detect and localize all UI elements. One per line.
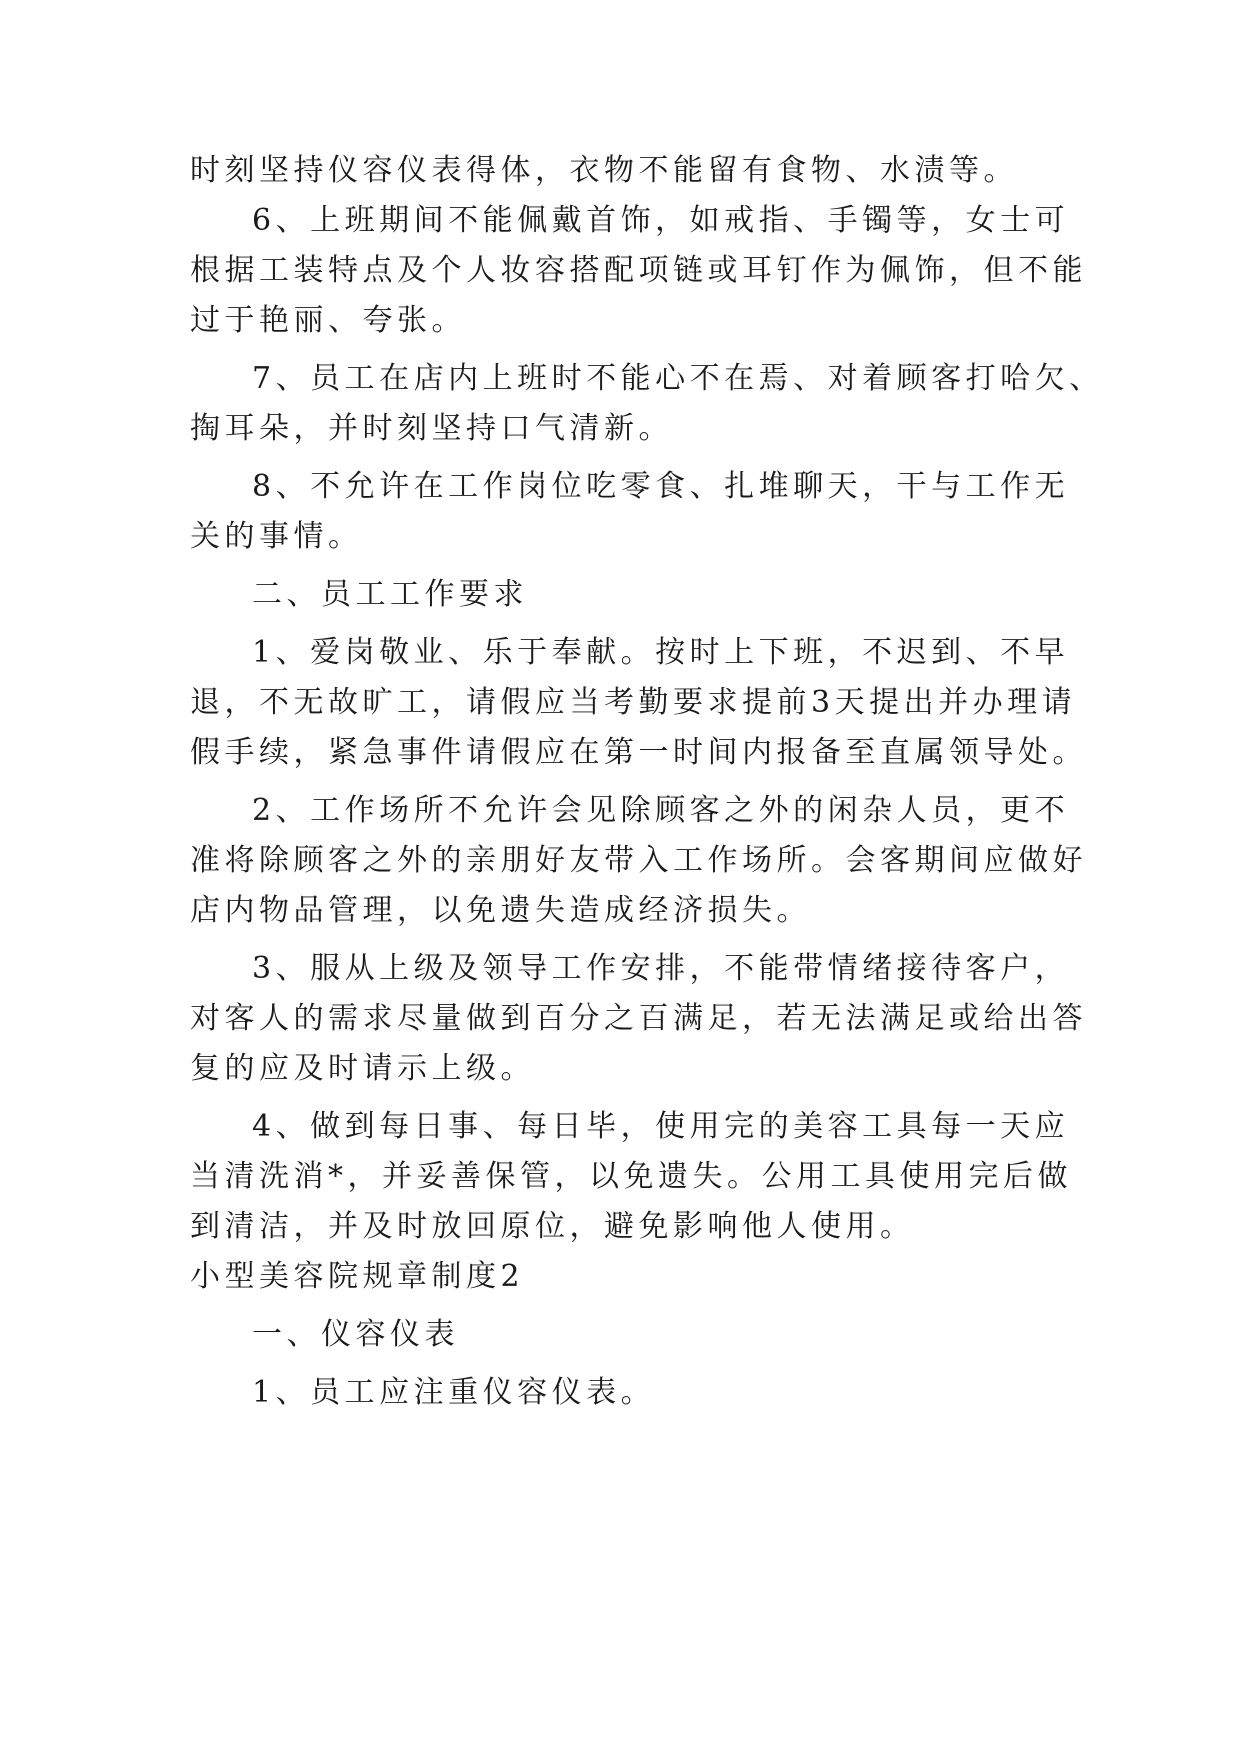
- document-title: 小型美容院规章制度2: [190, 1259, 525, 1294]
- text-line: 3、服从上级及领导工作安排，不能带情绪接待客户，: [252, 951, 1070, 986]
- text-line: 8、不允许在工作岗位吃零食、扎堆聊天，干与工作无: [252, 469, 1070, 504]
- text-line: 根据工装特点及个人妆容搭配项链或耳钉作为佩饰，但不能: [190, 253, 1087, 288]
- text-line: 复的应及时请示上级。: [190, 1051, 535, 1086]
- text-line: 退，不无故旷工，请假应当考勤要求提前3天提出并办理请: [190, 685, 1077, 720]
- text-line: 1、员工应注重仪容仪表。: [252, 1375, 656, 1410]
- text-line: 假手续，紧急事件请假应在第一时间内报备至直属领导处。: [190, 735, 1087, 770]
- text-line: 时刻坚持仪容仪表得体，衣物不能留有食物、水渍等。: [190, 153, 1018, 188]
- text-line: 2、工作场所不允许会见除顾客之外的闲杂人员，更不: [252, 793, 1070, 828]
- text-line: 6、上班期间不能佩戴首饰，如戒指、手镯等，女士可: [252, 203, 1070, 238]
- text-line: 店内物品管理，以免遗失造成经济损失。: [190, 893, 811, 928]
- text-line: 到清洁，并及时放回原位，避免影响他人使用。: [190, 1209, 915, 1244]
- text-line: 准将除顾客之外的亲朋好友带入工作场所。会客期间应做好: [190, 843, 1087, 878]
- text-line: 7、员工在店内上班时不能心不在焉、对着顾客打哈欠、: [252, 361, 1104, 396]
- text-line: 过于艳丽、夸张。: [190, 303, 466, 338]
- text-line: 1、爱岗敬业、乐于奉献。按时上下班，不迟到、不早: [252, 635, 1070, 670]
- section-heading: 一、仪容仪表: [252, 1317, 459, 1352]
- text-line: 4、做到每日事、每日毕，使用完的美容工具每一天应: [252, 1109, 1070, 1144]
- text-line: 当清洗消*，并妥善保管，以免遗失。公用工具使用完后做: [190, 1159, 1072, 1194]
- section-heading: 二、员工工作要求: [252, 577, 528, 612]
- text-line: 掏耳朵，并时刻坚持口气清新。: [190, 411, 673, 446]
- text-line: 对客人的需求尽量做到百分之百满足，若无法满足或给出答: [190, 1001, 1087, 1036]
- text-line: 关的事情。: [190, 519, 363, 554]
